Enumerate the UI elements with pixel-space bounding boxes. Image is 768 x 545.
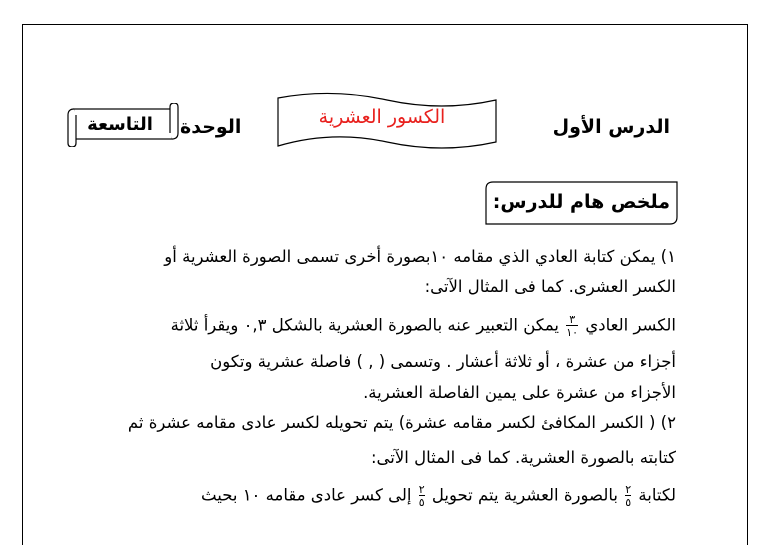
- body-line-3-start: الكسر العادي: [585, 315, 676, 335]
- fraction-numerator: ٢: [418, 483, 425, 496]
- body-line-6: ٢) ( الكسر المكافئ لكسر مقامه عشرة) يتم تحويله لكسر عادى مقامه عشرة ثم: [127, 413, 676, 432]
- lesson-title: الكسور العشرية: [318, 106, 446, 128]
- fraction-2-5-second: [419, 484, 425, 508]
- lesson-label: الدرس الأول: [552, 116, 670, 138]
- body-line-3: [171, 314, 676, 338]
- body-line-8-middle: بالصورة العشرية يتم تحويل: [431, 485, 618, 505]
- body-line-8-end: إلى كسر عادى مقامه ١٠ بحيث: [201, 485, 412, 505]
- unit-label: الوحدة: [180, 116, 242, 138]
- body-line-5: الأجزاء من عشرة على يمين الفاصلة العشرية.: [363, 383, 676, 402]
- fraction-numerator: ٣: [569, 313, 576, 326]
- unit-value: التاسعة: [87, 114, 153, 135]
- fraction-denominator: ٥: [625, 496, 632, 509]
- summary-heading: ملخص هام للدرس:: [492, 191, 670, 213]
- fraction-denominator: ٥: [418, 496, 425, 509]
- body-line-3-end: يمكن التعبير عنه بالصورة العشرية بالشكل ٠,٣ ويقرأ ثلاثة: [170, 315, 560, 335]
- body-line-2: الكسر العشرى. كما فى المثال الآتى:: [424, 277, 676, 296]
- fraction-numerator: ٢: [625, 483, 632, 496]
- fraction-2-5: [625, 484, 631, 508]
- body-line-8-start: لكتابة: [638, 485, 676, 505]
- body-line-8: [201, 484, 676, 508]
- body-line-4: أجزاء من عشرة ، أو ثلاثة أعشار . وتسمى ( , ) فاصلة عشرية وتكون: [210, 352, 676, 371]
- fraction-denominator: ١٠: [566, 326, 579, 339]
- fraction-3-10: [566, 314, 578, 338]
- body-line-7: كتابته بالصورة العشرية. كما فى المثال الآتى:: [370, 448, 676, 467]
- body-line-1: ١) يمكن كتابة العادي الذي مقامه ١٠بصورة أخرى تسمى الصورة العشرية أو: [164, 247, 676, 266]
